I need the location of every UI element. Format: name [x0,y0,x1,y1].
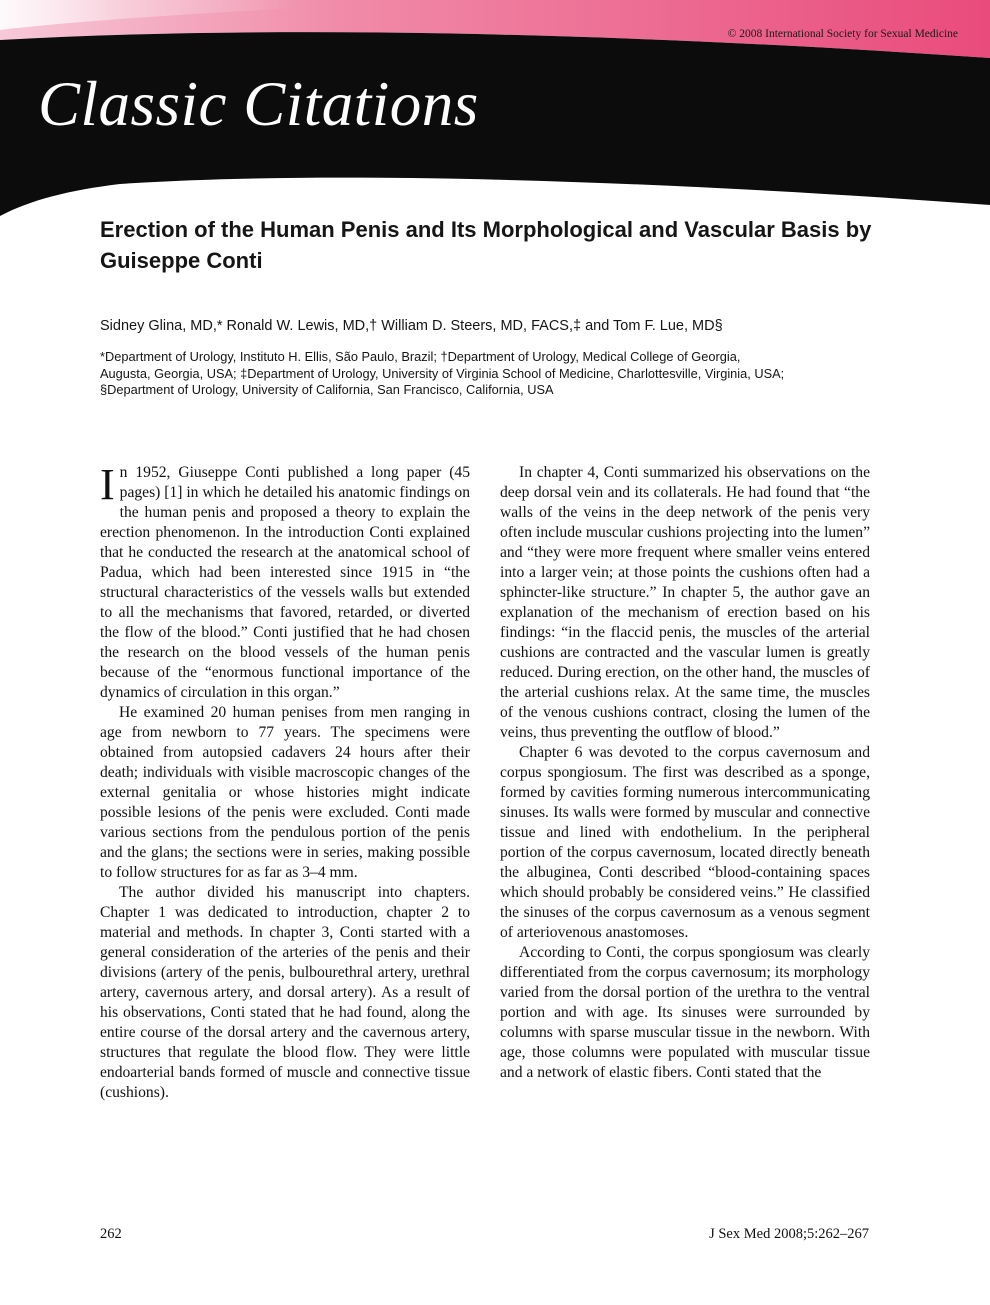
paragraph-text: n 1952, Giuseppe Conti published a long paper (45 pages) [1] in which he detailed his anatomic findings on the human penis and proposed a theory to explain the erection phenomenon. In the introduction Conti explained that he conducted the research at the anatomical school of Padua, which had been interested since 1915 in “the structural characteristics of the vessels walls but extended to all the mechanisms that favored, retarded, or diverted the flow of the blood.” Conti justified that he had chosen the research on the blood vessels of the human penis because of the “enormous functional importance of the dynamics of circulation in this organ.” [100,464,470,701]
body-column-right [500,463,870,1083]
journal-reference: J Sex Med 2008;5:262–267 [709,1226,869,1242]
affiliation-line: Augusta, Georgia, USA; ‡Department of Urology, University of Virginia School of Medicine, Charlottesville, Virginia, USA; [100,365,785,381]
article-title: Erection of the Human Penis and Its Morphological and Vascular Basis by Guiseppe Conti [100,217,872,273]
affiliations [100,349,890,399]
paragraph [100,460,470,703]
paragraph: According to Conti, the corpus spongiosum was clearly differentiated from the corpus cavernosum; its morphology varied from the dorsal portion of the urethra to the ventral portion and with age. Its sinuses were surrounded by columns with sparse muscular tissue in the newborn. With age, those columns were populated with muscular tissue and a network of elastic fibers. Conti stated that the [500,944,870,1081]
affiliation-line: §Department of Urology, University of California, San Francisco, California, USA [100,382,554,397]
author-list: Sidney Glina, MD,* Ronald W. Lewis, MD,† William D. Steers, MD, FACS,‡ and Tom F. Lue, MD§ [100,318,723,334]
paragraph: In chapter 4, Conti summarized his observations on the deep dorsal vein and its collaterals. He had found that “the walls of the veins in the deep network of the penis very often include muscular cushions projecting into the lumen” and “they were more frequent where smaller veins entered into a larger vein; at those points the cushions often had a sphincter-like structure.” In chapter 5, the author gave an explanation of the mechanism of erection based on his findings: “in the flaccid penis, the muscles of the arterial cushions are contracted and the vascular lumen is greatly reduced. During erection, on the other hand, the muscles of the arterial cushions relax. At the same time, the muscles of the venous cushions contract, closing the lumen of the veins, thus preventing the outflow of blood.” [500,464,870,741]
paragraph: The author divided his manuscript into chapters. Chapter 1 was dedicated to introduction, chapter 2 to material and methods. In chapter 3, Conti started with a general consideration of the arteries of the penis and their divisions (artery of the penis, bulbourethral artery, urethral artery, cavernous artery, and dorsal artery). As a result of his observations, Conti stated that he had found, along the entire course of the dorsal artery and the cavernous artery, structures that regulate the blood flow. They were little endoarterial bands formed of muscle and connective tissue (cushions). [100,884,470,1101]
section-title: Classic Citations [38,69,479,139]
paragraph: He examined 20 human penises from men ranging in age from newborn to 77 years. The specimens were obtained from autopsied cadavers 24 hours after their death; individuals with visible macroscopic changes of the external genitalia or whose histories might indicate possible lesions of the penis were excluded. Conti made various sections from the pendulous portion of the penis and the glans; the sections were in series, making possible to follow structures for as far as 3–4 mm. [100,704,470,881]
affiliation-line: *Department of Urology, Instituto H. Ellis, São Paulo, Brazil; †Department of Urology, Medical College of Georgia, [100,349,741,364]
body-column-left [100,460,470,1103]
drop-cap: I [100,460,115,509]
paragraph: Chapter 6 was devoted to the corpus cavernosum and corpus spongiosum. The first was described as a sponge, formed by cavities forming numerous intercommunicating sinuses. Its walls were formed by muscular and connective tissue and lined with endothelium. In the peripheral portion of the corpus cavernosum, located directly beneath the albuginea, Conti described “blood-containing spaces which should probably be considered veins.” He classified the sinuses of the corpus cavernosum as a venous segment of arteriovenous anastomoses. [500,744,870,941]
page-number: 262 [100,1226,122,1242]
copyright-notice: © 2008 International Society for Sexual Medicine [727,28,958,40]
